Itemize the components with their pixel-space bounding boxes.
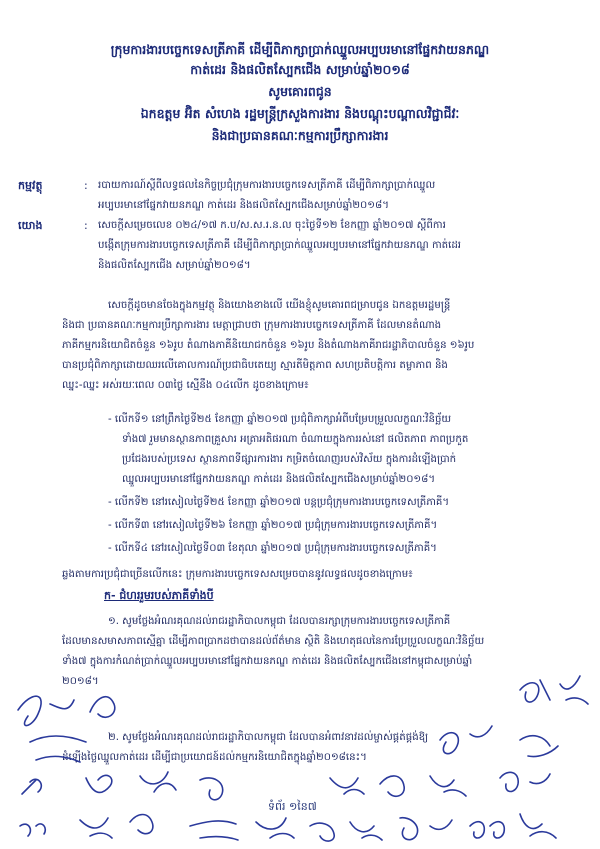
session-1-line-2: ទាំង៧ រួមមានស្ថានភាពគ្រួសារ អត្រាអតិផរណា ចំណាយក្នុងការរស់នៅ ផលិតភាព ភាពប្រកួត bbox=[122, 434, 469, 445]
item-2-line-1: ២. សូមថ្លែងអំណរគុណដល់រាជរដ្ឋាភិបាលកម្ពុជា ដែលបានអំពាវនាវដល់ម្ចាស់ផ្គត់ផ្គង់ឱ្យ bbox=[108, 732, 429, 743]
reference-colon: : bbox=[84, 219, 88, 232]
session-1-line-1: - លើកទី១ នៅព្រឹកថ្ងៃទី២៥ ខែកញ្ញា ឆ្នាំ២០១៧ ប្រជុំពិភាក្សាអំពីបម្រែបម្រួលលក្ខណៈវិនិច្ឆ័យ bbox=[108, 414, 452, 425]
signature-mark-13 bbox=[380, 776, 404, 796]
signature-mark-21 bbox=[310, 823, 334, 841]
signature-mark-19 bbox=[190, 821, 238, 840]
signature-mark-17 bbox=[80, 818, 112, 838]
signature-mark-22 bbox=[350, 822, 382, 840]
signature-mark-20 bbox=[256, 818, 294, 838]
signature-mark-24 bbox=[470, 822, 504, 838]
signature-mark-6 bbox=[440, 726, 492, 754]
intro-line-2: និងជា ប្រធានគណៈកម្មការប្រឹក្សាការងារ មេត្តាជ្រាបថា ក្រុមការងារបច្ចេកទេសត្រីភាគី ដែលមានតំណាង bbox=[62, 320, 442, 331]
item-1-line-3: ទាំង៧ ក្នុងការកំណត់ប្រាក់ឈ្នួលអប្បបរមានៅផ្នែកវាយនភណ្ឌ កាត់ដេរ និងផលិតស្បែកជើងនៅកម្ពុជាសម្រាប់ឆ្នាំ bbox=[62, 656, 473, 667]
session-4: - លើកទី៤ នៅរសៀលថ្ងៃទី០៣ ខែតុលា ឆ្នាំ២០១៧ ប្រជុំក្រុមការងារបច្ចេកទេសត្រីភាគី។ bbox=[108, 543, 437, 554]
reference-line-2: បង្កើតក្រុមការងារបច្ចេកទេសត្រីភាគី ដើម្បីពិភាក្សាប្រាក់ឈ្នួលអប្បបរមានៅផ្នែកវាយនភណ្ឌ កាត់ដេរ bbox=[98, 240, 462, 251]
signature-mark-11 bbox=[200, 778, 223, 800]
intro-line-1: សេចក្តីដូចមានចែងក្នុងកម្មវត្ថុ និងយោងខាងលើ យើងខ្ញុំសូមគោរពជម្រាបជូន ឯកឧត្តមរដ្ឋមន្ត្រី bbox=[108, 300, 451, 311]
reference-label: យោង bbox=[18, 219, 43, 232]
summary-text: ឆ្លងតាមការប្រជុំជាច្រើនលើកនេះ ក្រុមការងារបច្ចេកទេសសម្រេចបាននូវលទ្ធផលដូចខាងក្រោម៖ bbox=[62, 569, 413, 580]
signature-mark-12 bbox=[330, 778, 364, 794]
item-1-line-4: ២០១៨។ bbox=[62, 676, 99, 687]
signature-mark-16 bbox=[20, 824, 45, 836]
subject-label: កម្មវត្ថុ bbox=[18, 179, 43, 192]
signature-mark-18 bbox=[130, 815, 153, 834]
subject-colon: : bbox=[84, 179, 88, 192]
signature-mark-23 bbox=[400, 818, 452, 840]
signature-mark-5 bbox=[30, 736, 86, 762]
subject-line-2: អប្បបរមានៅផ្នែកវាយនភណ្ឌ កាត់ដេរ និងផលិតស្បែកជើងសម្រាប់ឆ្នាំ២០១៨។ bbox=[98, 200, 389, 211]
item-1-line-1: ១. សូមថ្លែងអំណរគុណដល់រាជរដ្ឋាភិបាលកម្ពុជា ដែលបានរក្សាក្រុមការងារបច្ចេកទេសត្រីភាគី bbox=[108, 616, 451, 627]
intro-line-3: ភាគីកម្មករនិយោជិតចំនួន ១៦រូប តំណាងភាគីនិយោជកចំនួន ១៦រូប និងតំណាងភាគីរាជរដ្ឋាភិបាលចំនួន ១៦រូប bbox=[62, 340, 475, 351]
signature-mark-8 bbox=[22, 779, 41, 794]
session-1-line-3: ប្រជែងរបស់ប្រទេស ស្ថានភាពទីផ្សារការងារ កម្រិតចំណេញរបស់វិស័យ ក្នុងការដំឡើងប្រាក់ bbox=[122, 454, 457, 465]
reference-line-3: និងផលិតស្បែកជើង សម្រាប់ឆ្នាំ២០១៨។ bbox=[98, 260, 251, 271]
page-number: ទំព័រ ១នៃ៧ bbox=[268, 800, 317, 813]
signature-mark-1 bbox=[520, 680, 550, 702]
session-2: - លើកទី២ នៅរសៀលថ្ងៃទី២៥ ខែកញ្ញា ឆ្នាំ២០១៧ បន្តប្រជុំក្រុមការងារបច្ចេកទេសត្រីភាគី។ bbox=[108, 497, 450, 508]
signature-mark-4 bbox=[90, 697, 115, 718]
signature-mark-9 bbox=[86, 775, 112, 792]
intro-line-4: បានប្រជុំពិភាក្សាដោយឈរលើគោលការណ៍ប្រជាធិបតេយ្យ ស្មារតីមិត្តភាព សហប្រតិបត្តិការ តម្លាភាព និង bbox=[62, 360, 448, 371]
signature-mark-2 bbox=[560, 676, 588, 704]
signature-mark-3 bbox=[18, 696, 74, 725]
header-line-5: និងជាប្រធានគណៈកម្មការប្រឹក្សាការងារ bbox=[211, 128, 389, 143]
intro-line-5: ឈ្នះ-ឈ្នះ អស់រយៈពេល ០៣ថ្ងៃ ស្មើនឹង ០៤លើក ដូចខាងក្រោម៖ bbox=[62, 380, 309, 391]
reference-line-1: សេចក្តីសម្រេចលេខ ០២៤/១៧ ក.ប/ស.ស.រ.ន.ល ចុះថ្ងៃទី១២ ខែកញ្ញា ឆ្នាំ២០១៧ ស្តីពីការ bbox=[98, 220, 446, 231]
signature-mark-14 bbox=[430, 776, 466, 796]
session-3: - លើកទី៣ នៅរសៀលថ្ងៃទី២៦ ខែកញ្ញា ឆ្នាំ២០១៧ ប្រជុំក្រុមការងារបច្ចេកទេសត្រីភាគី។ bbox=[108, 520, 438, 531]
header-line-4: ឯកឧត្តម អ៊ិត សំហេង រដ្ឋមន្ត្រីក្រសួងការងារ និងបណ្តុះបណ្តាលវិជ្ជាជីវៈ bbox=[140, 106, 460, 121]
signature-mark-7 bbox=[520, 736, 558, 757]
header-line-3: សូមគោរពជូន bbox=[268, 84, 332, 99]
session-1-line-4: ឈ្នួលអប្បបរមានៅផ្នែកវាយនភណ្ឌ កាត់ដេរ និងផលិតស្បែកជើងសម្រាប់ឆ្នាំ២០១៨។ bbox=[122, 474, 436, 485]
signature-mark-10 bbox=[140, 772, 176, 792]
item-2-line-2: ដំឡើងថ្លៃឈ្នួលកាត់ដេរ ដើម្បីជាប្រយោជន៍ដល់កម្មករនិយោជិតក្នុងឆ្នាំ២០១៨នេះ។ bbox=[62, 752, 367, 763]
header-line-1: ក្រុមការងារបច្ចេកទេសត្រីភាគី ដើម្បីពិភាក្សាប្រាក់ឈ្នួលអប្បបរមានៅផ្នែកវាយនភណ្ឌ bbox=[110, 42, 490, 57]
section-title: ក- ជំហររួមរបស់ភាគីទាំងបី bbox=[104, 589, 214, 602]
signature-mark-25 bbox=[520, 814, 556, 838]
header-line-2: កាត់ដេរ និងផលិតស្បែកជើង សម្រាប់ឆ្នាំ២០១៨ bbox=[190, 62, 410, 77]
item-1-line-2: ដែលមានសមាសភាពស្មើគ្នា ដើម្បីភាពប្រាកដថាបានដល់ព័ត៌មាន ស្ថិតិ និងហេតុផលនៃការប្រែប្រួលលក្ខណៈវិនិច្ឆ័យ bbox=[62, 636, 485, 647]
subject-line-1: របាយការណ៍ស្តីពីលទ្ធផលនៃកិច្ចប្រជុំក្រុមការងារបច្ចេកទេសត្រីភាគី ដើម្បីពិភាក្សាប្រាក់ឈ្នួល bbox=[98, 180, 436, 191]
signature-mark-15 bbox=[500, 772, 550, 791]
